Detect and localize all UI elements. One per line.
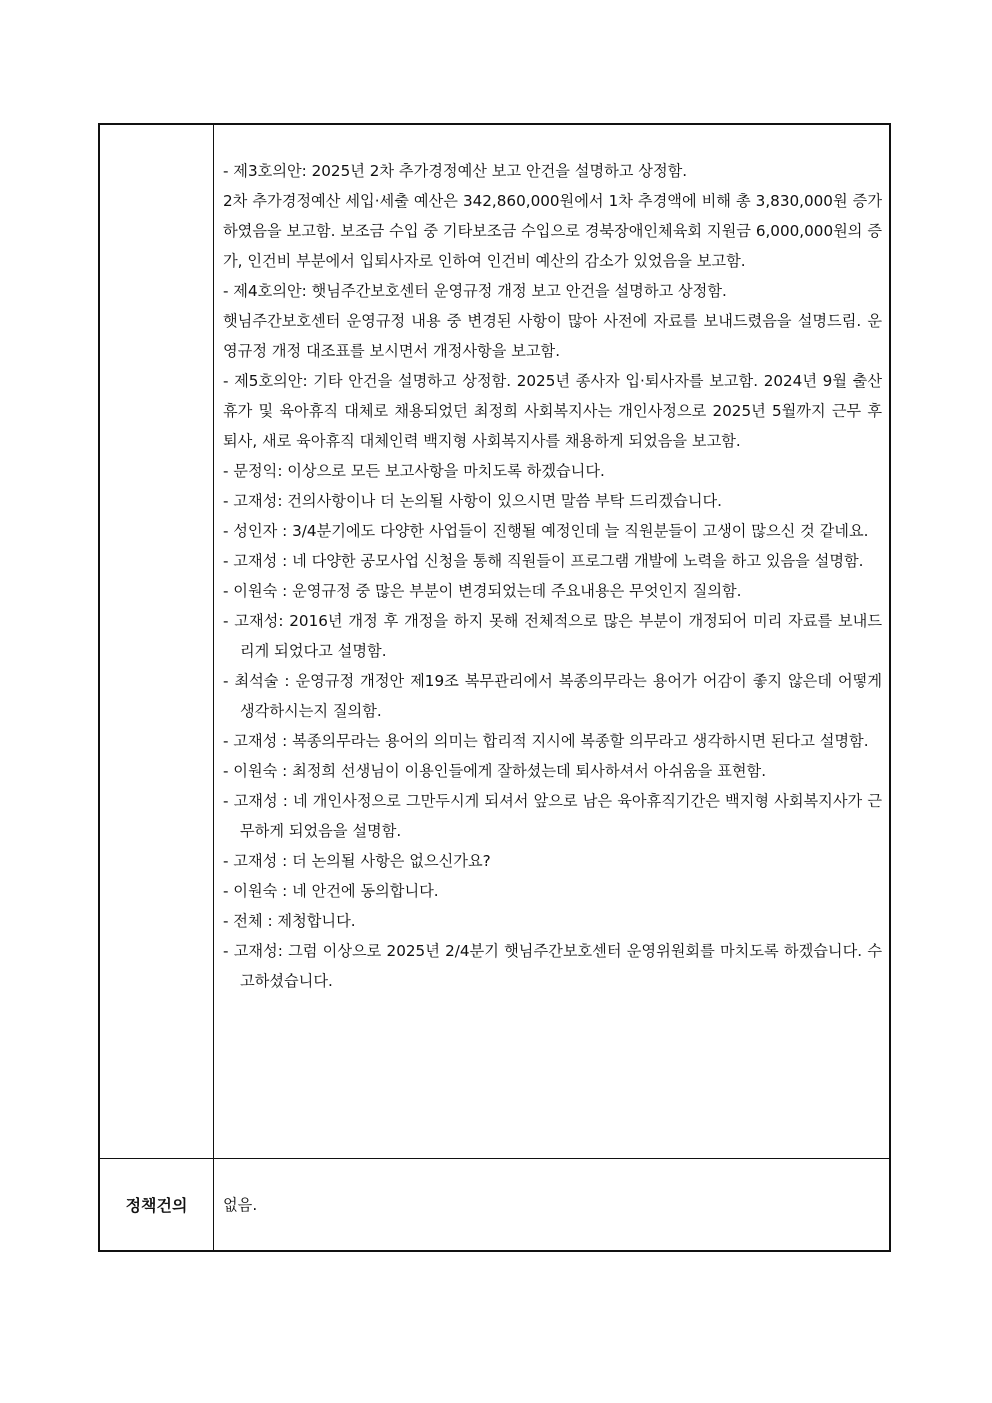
minutes-paragraph: - 이원숙 : 최정희 선생님이 이용인들에게 잘하셨는데 퇴사하셔서 아쉬움을 표현함.	[223, 762, 767, 780]
minutes-table	[98, 123, 891, 1252]
minutes-paragraph: - 고재성: 그럼 이상으로 2025년 2/4분기 햇님주간보호센터 운영위원회를 마치도록 하겠습니다. 수고하셨습니다.	[223, 942, 882, 990]
policy-content: 없음.	[223, 1196, 258, 1214]
minutes-paragraph: - 문정익: 이상으로 모든 보고사항을 마치도록 하겠습니다.	[223, 462, 605, 480]
minutes-paragraph: 햇님주간보호센터 운영규정 내용 중 변경된 사항이 많아 사전에 자료를 보내드렸음을 설명드림. 운영규정 개정 대조표를 보시면서 개정사항을 보고함.	[223, 312, 882, 360]
minutes-paragraph: - 제3호의안: 2025년 2차 추가경정예산 보고 안건을 설명하고 상정함.	[223, 162, 688, 180]
minutes-paragraph: - 제4호의안: 햇님주간보호센터 운영규정 개정 보고 안건을 설명하고 상정함.	[223, 282, 727, 300]
minutes-paragraph: - 고재성: 2016년 개정 후 개정을 하지 못해 전체적으로 많은 부분이 개정되어 미리 자료를 보내드리게 되었다고 설명함.	[223, 612, 882, 660]
minutes-paragraph: - 고재성: 건의사항이나 더 논의될 사항이 있으시면 말씀 부탁 드리겠습니다.	[223, 492, 723, 510]
minutes-paragraph: - 전체 : 제청합니다.	[223, 912, 356, 930]
minutes-paragraph: - 고재성 : 더 논의될 사항은 없으신가요?	[223, 852, 491, 870]
policy-row	[100, 1159, 889, 1250]
minutes-paragraph: - 이원숙 : 운영규정 중 많은 부분이 변경되었는데 주요내용은 무엇인지 질의함.	[223, 582, 742, 600]
minutes-content-cell	[214, 125, 889, 1158]
minutes-label-cell	[100, 125, 214, 1158]
minutes-paragraph: - 고재성 : 네 개인사정으로 그만두시게 되셔서 앞으로 남은 육아휴직기간은 백지형 사회복지사가 근무하게 되었음을 설명함.	[223, 792, 882, 840]
minutes-paragraph: - 고재성 : 복종의무라는 용어의 의미는 합리적 지시에 복종할 의무라고 생각하시면 된다고 설명함.	[223, 732, 869, 750]
minutes-paragraph: 2차 추가경정예산 세입·세출 예산은 342,860,000원에서 1차 추경액에 비해 총 3,830,000원 증가하였음을 보고함. 보조금 수입 중 기타보조금 수입으로 경북장애인체육회 지원금 6,000,000원의 증가, 인건비 부분에서 입퇴사자로 인하여 인건비 예산의 감소가 있었음을 보고함.	[223, 192, 882, 270]
minutes-row	[100, 125, 889, 1159]
policy-label-cell	[100, 1159, 214, 1250]
minutes-body	[223, 156, 882, 996]
minutes-paragraph: - 이원숙 : 네 안건에 동의합니다.	[223, 882, 439, 900]
minutes-paragraph: - 최석술 : 운영규정 개정안 제19조 복무관리에서 복종의무라는 용어가 어감이 좋지 않은데 어떻게 생각하시는지 질의함.	[223, 672, 882, 720]
minutes-paragraph: - 고재성 : 네 다양한 공모사업 신청을 통해 직원들이 프로그램 개발에 노력을 하고 있음을 설명함.	[223, 552, 864, 570]
minutes-paragraph: - 성인자 : 3/4분기에도 다양한 사업들이 진행될 예정인데 늘 직원분들이 고생이 많으신 것 같네요.	[223, 522, 869, 540]
policy-label: 정책건의	[125, 1196, 188, 1215]
policy-content-cell	[214, 1159, 889, 1250]
minutes-paragraph: - 제5호의안: 기타 안건을 설명하고 상정함. 2025년 종사자 입·퇴사자를 보고함. 2024년 9월 출산휴가 및 육아휴직 대체로 채용되었던 최정희 사회복지사는 개인사정으로 2025년 5월까지 근무 후 퇴사, 새로 육아휴직 대체인력 백지형 사회복지사를 채용하게 되었음을 보고함.	[223, 372, 882, 450]
